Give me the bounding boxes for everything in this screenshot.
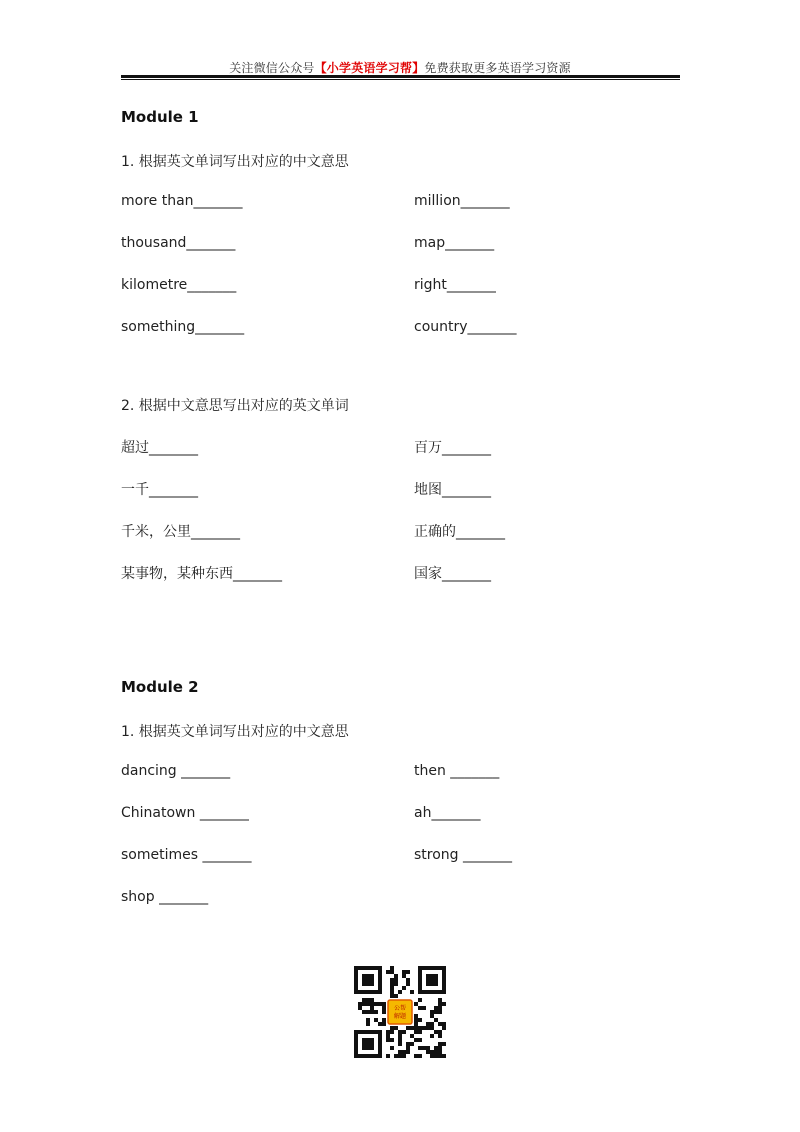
module1-q1-item: more than_______ — [121, 193, 243, 209]
module2-q1-item: strong _______ — [414, 847, 513, 863]
module2-q1-item: ah_______ — [414, 805, 481, 821]
module1-q2-item: 某事物，某种东西_______ — [121, 566, 282, 582]
module1-q1-item: map_______ — [414, 235, 495, 251]
module1-q1-item: kilometre_______ — [121, 277, 237, 293]
header-brand: 【小学英语学习帮】 — [314, 61, 425, 75]
module1-title: Module 1 — [121, 108, 199, 126]
module1-q1-item: right_______ — [414, 277, 496, 293]
module2-q1-item: sometimes _______ — [121, 847, 252, 863]
module2-q1-item: shop _______ — [121, 889, 209, 905]
module2-q1-title: 1. 根据英文单词写出对应的中文意思 — [121, 724, 349, 740]
page-header — [0, 59, 800, 76]
module2-q1-item: then _______ — [414, 763, 500, 779]
header-suffix: 免费获取更多英语学习资源 — [424, 61, 571, 75]
module1-q1-title: 1. 根据英文单词写出对应的中文意思 — [121, 154, 349, 170]
module1-q2-item: 千米，公里_______ — [121, 524, 240, 540]
qr-center-label: 解题 — [393, 1013, 407, 1020]
module1-q1-item: million_______ — [414, 193, 510, 209]
module1-q2-item: 国家_______ — [414, 566, 491, 582]
module2-title: Module 2 — [121, 678, 199, 696]
qr-center-label: 公帮 — [393, 1005, 407, 1012]
module1-q2-item: 地图_______ — [414, 482, 491, 498]
module1-q2-item: 一千_______ — [121, 482, 198, 498]
module2-q1-item: dancing _______ — [121, 763, 231, 779]
qr-code-icon — [354, 966, 446, 1058]
module1-q2-title: 2. 根据中文意思写出对应的英文单词 — [121, 398, 349, 414]
module1-q1-item: thousand_______ — [121, 235, 236, 251]
module2-q1-item: Chinatown _______ — [121, 805, 249, 821]
module1-q2-item: 正确的_______ — [414, 524, 505, 540]
module1-q2-item: 超过_______ — [121, 440, 198, 456]
header-rule-thin — [121, 79, 680, 80]
module1-q1-item: something_______ — [121, 319, 245, 335]
header-prefix: 关注微信公众号 — [229, 61, 315, 75]
header-rule-thick — [121, 75, 680, 78]
module1-q1-item: country_______ — [414, 319, 517, 335]
module1-q2-item: 百万_______ — [414, 440, 491, 456]
